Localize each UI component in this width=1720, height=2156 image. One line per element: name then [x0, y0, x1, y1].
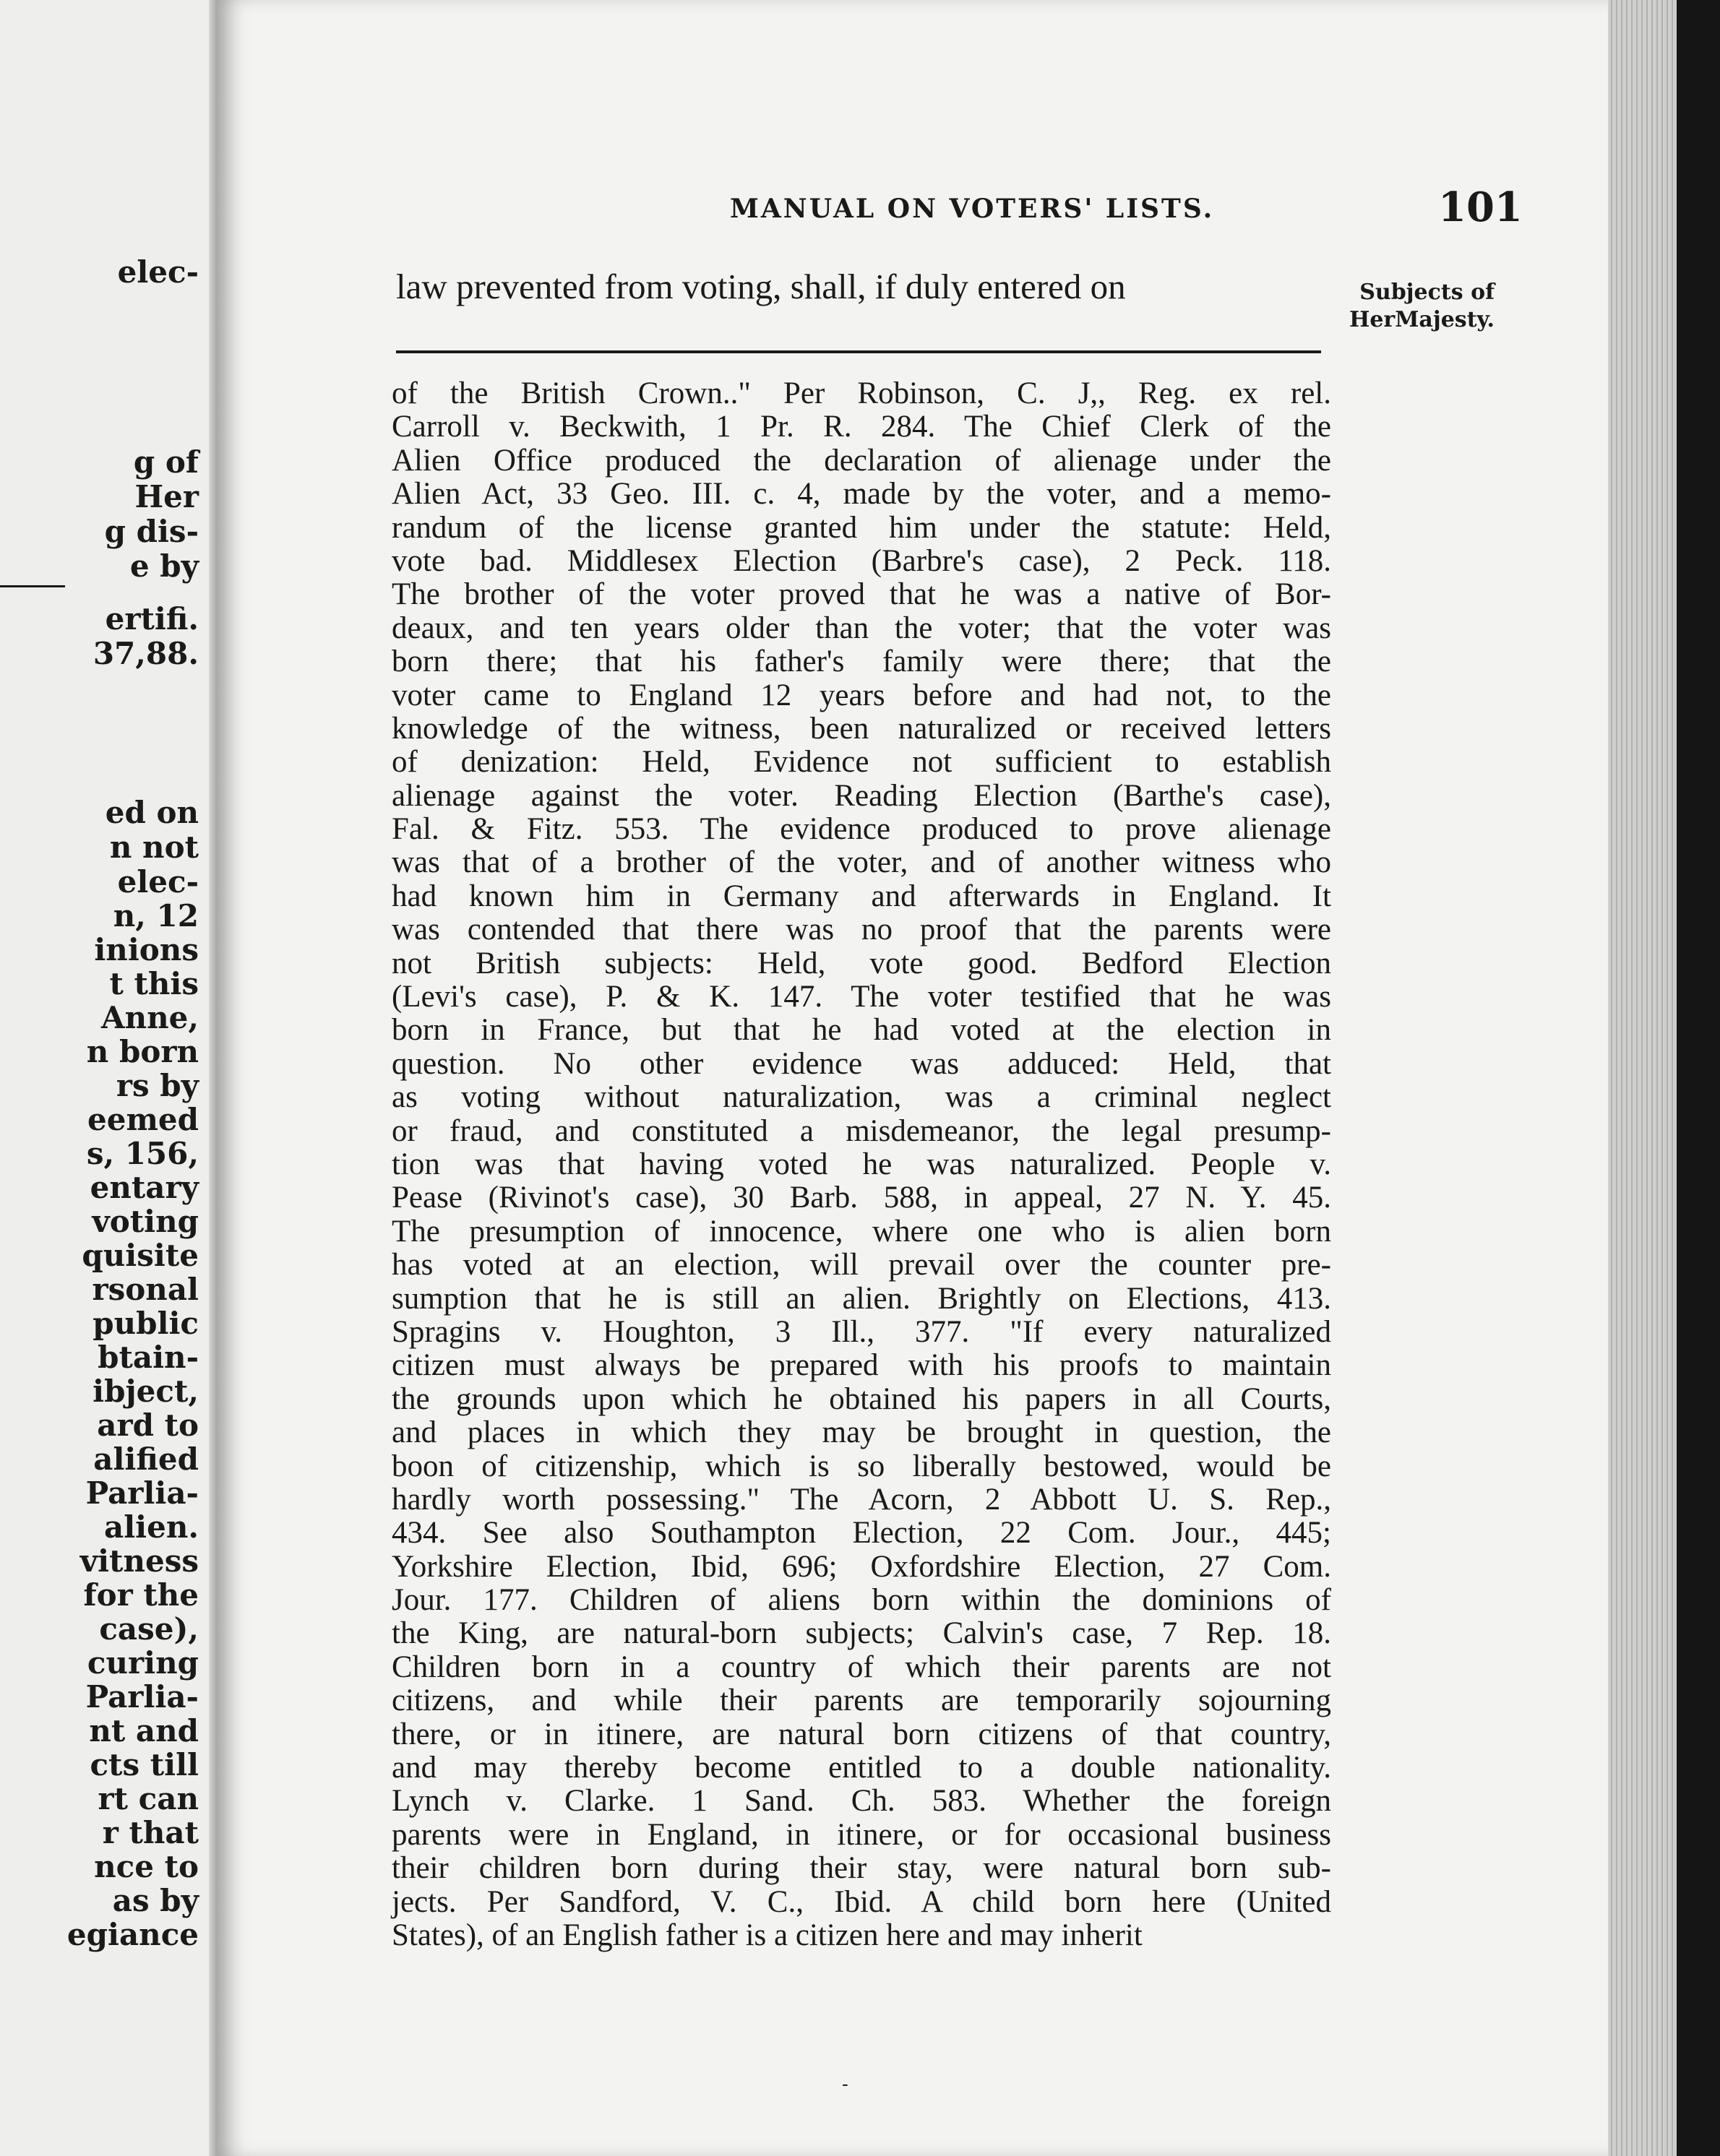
left-page-fragment: 37,88.	[93, 636, 199, 671]
left-page-fragment: n not	[109, 829, 199, 865]
text-line: the King, are natural-born subjects; Calvin's case, 7 Rep. 18.	[392, 1616, 1331, 1651]
text-line: (Levi's case), P. & K. 147. The voter testified that he was	[392, 980, 1331, 1014]
left-page-fragment: nt and	[89, 1713, 199, 1748]
left-page-fragment: case),	[99, 1611, 199, 1647]
left-page-fragment: curing	[87, 1645, 199, 1681]
text-line: their children born during their stay, were natural born sub-	[392, 1851, 1331, 1886]
left-page-fragment: voting	[92, 1204, 199, 1239]
text-line: of denization: Held, Evidence not sufficient to establish	[392, 745, 1331, 780]
left-page-fragment: entary	[90, 1170, 199, 1205]
left-page-rule	[0, 585, 65, 587]
text-line: The brother of the voter proved that he was a native of Bor-	[392, 577, 1331, 612]
text-line: not British subjects: Held, vote good. Bedford Election	[392, 946, 1331, 980]
text-line: The presumption of innocence, where one who is alien born	[392, 1214, 1331, 1249]
text-line: Children born in a country of which their parents are not	[392, 1650, 1331, 1684]
left-page-edge	[0, 0, 228, 2156]
text-line: knowledge of the witness, been naturalized or received letters	[392, 711, 1331, 746]
text-line: boon of citizenship, which is so liberally bestowed, would be	[392, 1449, 1331, 1483]
text-line: born in France, but that he had voted at the election in	[392, 1013, 1331, 1048]
left-page-fragment: t this	[109, 966, 199, 1001]
text-line: Lynch v. Clarke. 1 Sand. Ch. 583. Whether the foreign	[392, 1784, 1331, 1819]
left-page-fragment: nce to	[94, 1849, 199, 1884]
left-page-fragment: elec-	[117, 254, 199, 290]
left-page-fragment: ibject,	[93, 1374, 199, 1409]
left-page-fragment: vitness	[79, 1543, 199, 1579]
text-line: as voting without naturalization, was a criminal neglect	[392, 1080, 1331, 1115]
text-line: States), of an English father is a citizen here and may inherit	[392, 1918, 1143, 1952]
left-page-fragment: inions	[94, 932, 199, 967]
left-page-fragment: rs by	[116, 1068, 199, 1103]
text-line: Alien Act, 33 Geo. III. c. 4, made by the voter, and a memo-	[392, 477, 1331, 512]
text-line: vote bad. Middlesex Election (Barbre's case), 2 Peck. 118.	[392, 543, 1331, 578]
margin-note: Subjects of HerMajesty.	[1349, 280, 1495, 332]
page-number: 101	[1438, 184, 1523, 231]
text-line: randum of the license granted him under the statute: Held,	[392, 510, 1331, 545]
running-head: MANUAL ON VOTERS' LISTS.	[730, 194, 1215, 224]
text-line: jects. Per Sandford, V. C., Ibid. A child born here (United	[392, 1884, 1331, 1919]
text-line: born there; that his father's family were there; that the	[392, 644, 1331, 679]
text-line: alienage against the voter. Reading Election (Barthe's case),	[392, 778, 1331, 813]
text-line: tion was that having voted he was naturalized. People v.	[392, 1147, 1331, 1181]
left-page-fragment: ed on	[105, 795, 199, 830]
text-line: citizens, and while their parents are temporarily sojourning	[392, 1683, 1331, 1718]
text-line: hardly worth possessing." The Acorn, 2 Abbott U. S. Rep.,	[392, 1482, 1331, 1517]
left-page-fragment: btain-	[98, 1340, 199, 1375]
left-page-fragment: n, 12	[113, 898, 199, 933]
left-page-fragment: alified	[93, 1441, 199, 1477]
text-line: deaux, and ten years older than the voter; that the voter was	[392, 611, 1331, 645]
left-page-fragment: eemed	[87, 1102, 199, 1137]
left-page-fragment: cts till	[90, 1747, 199, 1782]
section-divider	[396, 350, 1321, 353]
text-line: of the British Crown.." Per Robinson, C. J,, Reg. ex rel.	[392, 376, 1331, 410]
left-page-fragment: Parlia-	[85, 1679, 199, 1715]
left-page-fragment: alien.	[103, 1509, 199, 1545]
text-line: has voted at an election, will prevail over the counter pre-	[392, 1248, 1331, 1282]
text-line: Spragins v. Houghton, 3 Ill., 377. "If every naturalized	[392, 1314, 1331, 1349]
text-line: sumption that he is still an alien. Brightly on Elections, 413.	[392, 1281, 1331, 1316]
first-line: law prevented from voting, shall, if duly entered on	[396, 267, 1126, 306]
left-page-fragment: elec-	[117, 864, 199, 900]
text-line: citizen must always be prepared with his proofs to maintain	[392, 1348, 1331, 1383]
left-page-fragment: g dis-	[104, 514, 199, 549]
left-page-fragment: Her	[134, 479, 199, 514]
left-page-fragment: as by	[112, 1883, 199, 1918]
text-line: was that of a brother of the voter, and of another witness who	[392, 845, 1331, 880]
left-page-fragment: rt can	[98, 1781, 199, 1816]
text-line: and may thereby become entitled to a double nationality.	[392, 1751, 1331, 1785]
left-page-fragment: public	[93, 1306, 199, 1341]
text-line: there, or in itinere, are natural born citizens of that country,	[392, 1717, 1331, 1751]
text-line: 434. See also Southampton Election, 22 Com. Jour., 445;	[392, 1516, 1331, 1551]
text-line: Yorkshire Election, Ibid, 696; Oxfordshire Election, 27 Com.	[392, 1549, 1331, 1584]
text-line: parents were in England, in itinere, or for occasional business	[392, 1817, 1331, 1852]
text-line: and places in which they may be brought in question, the	[392, 1415, 1331, 1450]
foot-mark: -	[842, 2074, 848, 2095]
text-line: the grounds upon which he obtained his papers in all Courts,	[392, 1381, 1331, 1416]
body-text	[392, 377, 1331, 1952]
text-line: Fal. & Fitz. 553. The evidence produced to prove alienage	[392, 812, 1331, 847]
left-page-fragment: g of	[133, 444, 199, 480]
background-edge	[1677, 0, 1720, 2156]
left-page-fragment: ertifi.	[105, 601, 199, 637]
text-line: Alien Office produced the declaration of alienage under the	[392, 443, 1331, 478]
text-line: was contended that there was no proof that the parents were	[392, 913, 1331, 947]
left-page-fragment: s, 156,	[86, 1136, 199, 1171]
text-line: Pease (Rivinot's case), 30 Barb. 588, in appeal, 27 N. Y. 45.	[392, 1181, 1331, 1215]
left-page-fragment: for the	[83, 1577, 199, 1613]
left-page-fragment: rsonal	[92, 1272, 199, 1307]
text-line: or fraud, and constituted a misdemeanor, the legal presump-	[392, 1113, 1331, 1148]
left-page-fragment: Parlia-	[85, 1475, 199, 1511]
left-page-fragment: r that	[102, 1815, 199, 1850]
left-page-fragment: e by	[129, 548, 199, 584]
text-line: question. No other evidence was adduced: Held, that	[392, 1046, 1331, 1081]
left-page-fragment: quisite	[82, 1238, 199, 1273]
page-edges-stack	[1608, 0, 1677, 2156]
text-line: voter came to England 12 years before and had not, to the	[392, 678, 1331, 712]
text-line: had known him in Germany and afterwards in England. It	[392, 879, 1331, 913]
text-line: Jour. 177. Children of aliens born within the dominions of	[392, 1583, 1331, 1618]
left-page-fragment: Anne,	[100, 1000, 199, 1035]
left-page-fragment: ard to	[97, 1407, 199, 1443]
text-line: Carroll v. Beckwith, 1 Pr. R. 284. The Chief Clerk of the	[392, 410, 1331, 444]
left-page-fragment: egiance	[66, 1917, 199, 1952]
left-page-fragment: n born	[86, 1034, 199, 1069]
